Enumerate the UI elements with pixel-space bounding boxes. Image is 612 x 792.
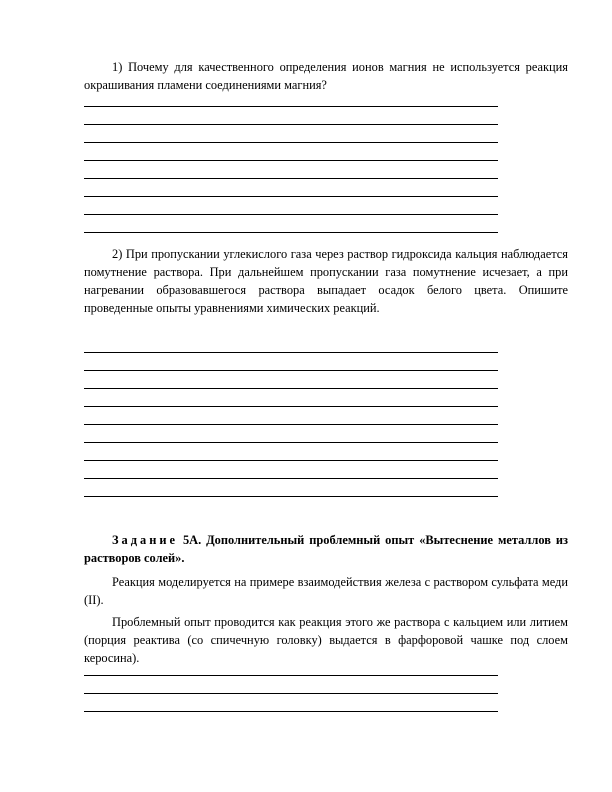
question-2-text: 2) При пропускании углекислого газа через раствор гидроксида кальция наблюдается помутнение раствора. При дальнейшем пропускании газа помутнение исчезает, а при нагревании образовавшегося раствора выпадает осадок белого цвета. Опишите проведенные опыты уравнениями химических реакций. — [84, 247, 568, 315]
answer-line — [84, 675, 498, 676]
answer-line — [84, 142, 498, 143]
answer-line — [84, 352, 498, 353]
answer-line — [84, 478, 498, 479]
answer-line — [84, 442, 498, 443]
answer-line — [84, 460, 498, 461]
answer-line — [84, 406, 498, 407]
answer-line — [84, 711, 498, 712]
task-5a-heading — [84, 531, 568, 567]
answer-line — [84, 196, 498, 197]
task-title: Дополнительный проблемный опыт «Вытеснение металлов из растворов солей». — [84, 533, 568, 565]
answer-line — [84, 232, 498, 233]
task-5a-paragraph-1: Реакция моделируется на примере взаимодействия железа с раствором сульфата меди (II). — [84, 575, 568, 607]
task-number: 5А. — [182, 533, 202, 547]
question-1-text: 1) Почему для качественного определения ионов магния не используется реакция окрашивания пламени соединениями магния? — [84, 60, 568, 92]
answer-line — [84, 693, 498, 694]
answer-line — [84, 370, 498, 371]
task-label: Задание — [112, 533, 178, 547]
task-5a-paragraph-2: Проблемный опыт проводится как реакция этого же раствора с кальцием или литием (порция реактива (со спичечную головку) выдается в фарфоровой чашке под слоем керосина). — [84, 615, 568, 665]
answer-line — [84, 160, 498, 161]
answer-line — [84, 496, 498, 497]
answer-line — [84, 214, 498, 215]
answer-line — [84, 178, 498, 179]
answer-line — [84, 388, 498, 389]
answer-line — [84, 424, 498, 425]
answer-line — [84, 106, 498, 107]
answer-line — [84, 124, 498, 125]
